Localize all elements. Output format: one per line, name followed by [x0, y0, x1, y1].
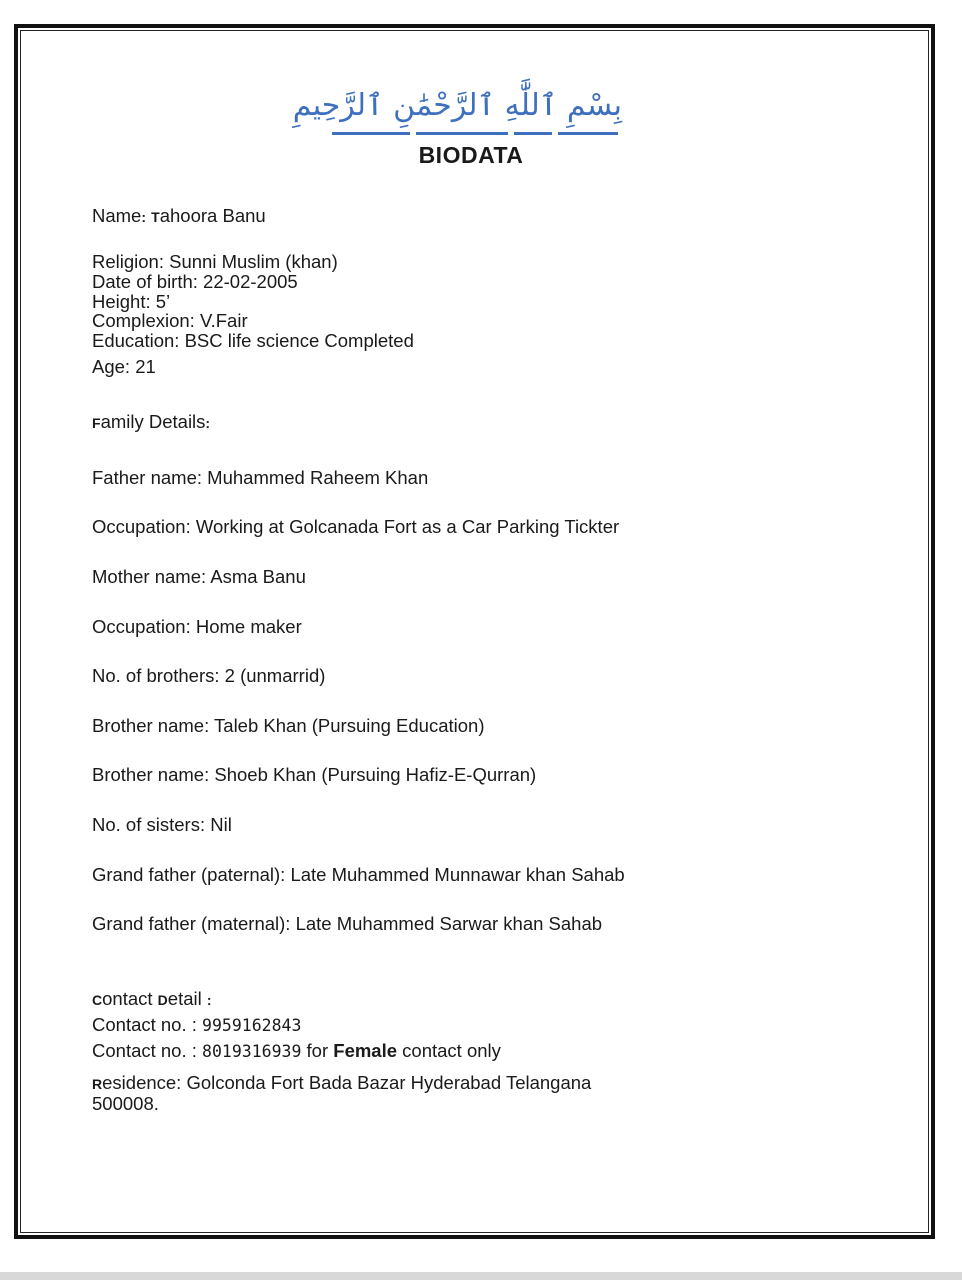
grandfather-maternal-line: Grand father (maternal): Late Muhammed Sarwar khan Sahab — [92, 913, 603, 934]
name-label: Name — [92, 205, 142, 226]
contact-heading-colon: : — [206, 992, 212, 1008]
contact-2-number: 8019316939 — [202, 1042, 302, 1061]
bismillah-underline — [330, 132, 622, 135]
contact-heading-ontact: ontact — [102, 988, 158, 1009]
contact-2-for: for — [301, 1040, 334, 1061]
mother-name-line: Mother name: Asma Banu — [92, 566, 306, 587]
father-name-line: Father name: Muhammed Raheem Khan — [92, 467, 429, 488]
height-line: Height: 5’ — [92, 291, 171, 312]
document-title: BIODATA — [418, 142, 524, 168]
brothers-count-line: No. of brothers: 2 (unmarrid) — [92, 665, 326, 686]
name-value: ahoora Banu — [159, 205, 266, 226]
residence-initial: R — [92, 1076, 103, 1092]
residence-line — [92, 1072, 591, 1095]
family-heading-text: amily Details — [100, 411, 206, 432]
mother-occupation-line: Occupation: Home maker — [92, 616, 302, 637]
residence-address: esidence: Golconda Fort Bada Bazar Hyderabad Telangana — [102, 1072, 592, 1093]
brother-1-line: Brother name: Taleb Khan (Pursuing Education) — [92, 715, 485, 736]
name-line — [92, 205, 266, 228]
contact-1-label: Contact no. : — [92, 1014, 203, 1035]
contact-detail-heading — [92, 988, 212, 1011]
bismillah-heading: بِسْمِ ٱللَّٰهِ ٱلرَّحْمَٰنِ ٱلرَّحِيمِ — [292, 88, 622, 123]
residence-pincode-line: 500008. — [92, 1093, 159, 1114]
contact-heading-etail: etail — [167, 988, 207, 1009]
father-occupation-line: Occupation: Working at Golcanada Fort as a Car Parking Tickter — [92, 516, 620, 537]
brother-2-line: Brother name: Shoeb Khan (Pursuing Hafiz-E-Qurran) — [92, 764, 537, 785]
complexion-line: Complexion: V.Fair — [92, 310, 248, 331]
family-heading-initial: F — [92, 415, 101, 431]
grandfather-paternal-line: Grand father (paternal): Late Muhammed Munnawar khan Sahab — [92, 864, 625, 885]
contact-heading-d: D — [157, 992, 168, 1008]
contact-2-suffix: contact only — [397, 1040, 501, 1061]
religion-line: Religion: Sunni Muslim (khan) — [92, 251, 338, 272]
contact-heading-c: C — [92, 992, 103, 1008]
name-colon: : — [141, 209, 147, 225]
bottom-edge-bar — [0, 1272, 962, 1280]
contact-2-label: Contact no. : — [92, 1040, 203, 1061]
dob-line: Date of birth: 22-02-2005 — [92, 271, 298, 292]
age-line: Age: 21 — [92, 356, 156, 377]
contact-1-number: 9959162843 — [202, 1016, 302, 1035]
name-initial: T — [151, 209, 160, 225]
contact-2-female: Female — [333, 1040, 398, 1061]
contact-2-line — [92, 1040, 501, 1063]
contact-1-line — [92, 1014, 301, 1037]
family-heading-colon: : — [205, 415, 211, 431]
family-details-heading — [92, 411, 210, 434]
sisters-line: No. of sisters: Nil — [92, 814, 232, 835]
education-line: Education: BSC life science Completed — [92, 330, 414, 351]
